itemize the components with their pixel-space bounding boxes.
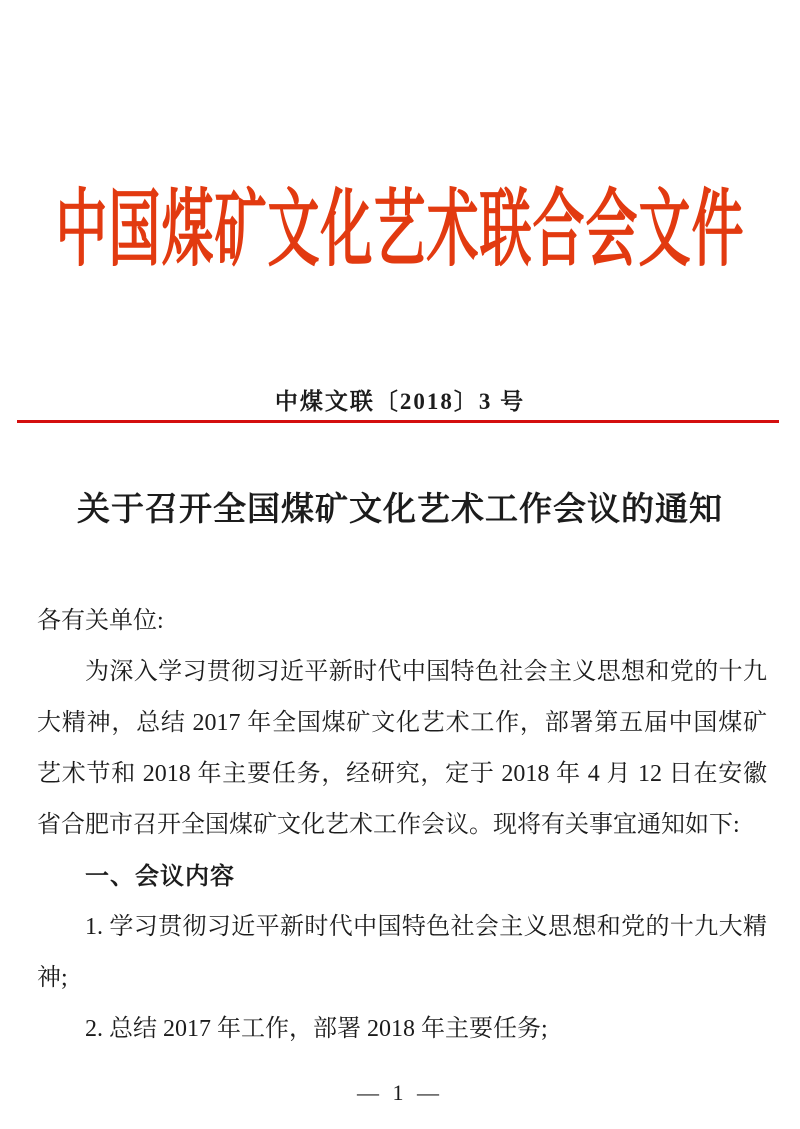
salutation: 各有关单位: [37, 608, 164, 634]
intro-paragraph: 为深入学习贯彻习近平新时代中国特色社会主义思想和党的十九大精神，总结 2017 年全国煤矿文化艺术工作，部署第五届中国煤矿艺术节和 2018 年主要任务，经研究，定于 2018 年 4 月 12 日在安徽省合肥市召开全国煤矿文化艺术工作会议。现将有关事宜通知如下: [37, 659, 767, 838]
list-item: 1. 学习贯彻习近平新时代中国特色社会主义思想和党的十九大精神; [37, 914, 767, 991]
page-number: — 1 — [357, 1080, 443, 1105]
red-separator-line [17, 420, 779, 423]
document-title: 关于召开全国煤矿文化艺术工作会议的通知 [77, 492, 723, 528]
list-item: 2. 总结 2017 年工作，部署 2018 年主要任务; [85, 1016, 548, 1042]
document-reference-number: 中煤文联〔2018〕3 号 [274, 389, 526, 414]
letterhead-title: 中国煤矿文化艺术联合会文件 [55, 185, 745, 278]
section-heading-meeting-content: 一、会议内容 [85, 863, 235, 890]
document-body [37, 596, 767, 1055]
